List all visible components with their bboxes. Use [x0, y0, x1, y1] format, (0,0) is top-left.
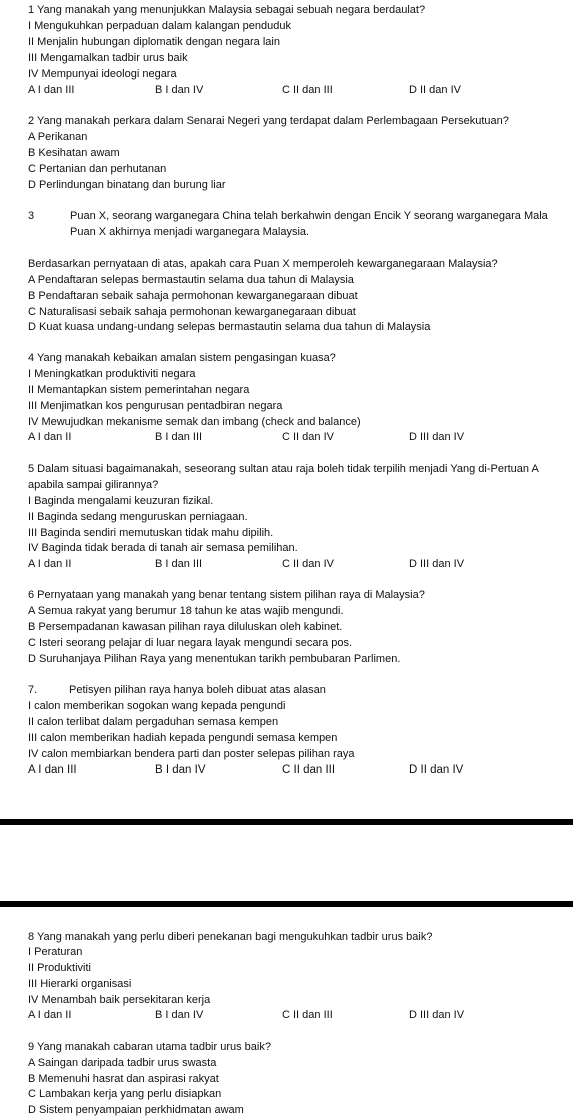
statement-item: II Baginda sedang menguruskan perniagaan.	[28, 511, 248, 523]
option-a[interactable]: A Semua rakyat yang berumur 18 tahun ke atas wajib mengundi.	[28, 605, 344, 617]
statement-item: IV Baginda tidak berada di tanah air semasa pemilihan.	[28, 542, 298, 554]
option-d[interactable]: D Suruhanjaya Pilihan Raya yang menentukan tarikh pembubaran Parlimen.	[28, 653, 401, 665]
question-text: Petisyen pilihan raya hanya boleh dibuat atas alasan	[69, 684, 326, 696]
page-break-rule-top	[0, 819, 573, 825]
question-number: 3	[28, 210, 35, 222]
option-d[interactable]: D II dan IV	[409, 764, 464, 776]
statement-item: IV Mewujudkan mekanisme semak dan imbang (check and balance)	[28, 416, 361, 428]
question-text: 2 Yang manakah perkara dalam Senarai Negeri yang terdapat dalam Perlembagaan Persekutuan?	[28, 115, 509, 127]
option-a[interactable]: A Saingan daripada tadbir urus swasta	[28, 1057, 217, 1069]
answer-options	[28, 765, 573, 776]
option-c[interactable]: C II dan III	[282, 1009, 333, 1021]
statement-item: I Meningkatkan produktiviti negara	[28, 368, 196, 380]
stimulus-text: Puan X, seorang warganegara China telah berkahwin dengan Encik Y seorang warganegara Mala	[70, 210, 548, 222]
option-b[interactable]: B I dan IV	[155, 84, 204, 96]
option-a[interactable]: A Perikanan	[28, 131, 88, 143]
stimulus-text: Puan X akhirnya menjadi warganegara Malaysia.	[70, 226, 310, 238]
option-c[interactable]: C Isteri seorang pelajar di luar negara layak mengundi secara pos.	[28, 637, 353, 649]
option-c[interactable]: C II dan IV	[282, 558, 334, 570]
statement-item: III Hierarki organisasi	[28, 978, 132, 990]
question-text: 8 Yang manakah yang perlu diberi penekanan bagi mengukuhkan tadbir urus baik?	[28, 931, 433, 943]
option-d[interactable]: D III dan IV	[409, 1009, 465, 1021]
option-d[interactable]: D III dan IV	[409, 558, 465, 570]
option-a[interactable]: A Pendaftaran selepas bermastautin selama dua tahun di Malaysia	[28, 274, 354, 286]
option-c[interactable]: C II dan III	[282, 764, 336, 776]
answer-options	[28, 1010, 573, 1021]
question-text: 9 Yang manakah cabaran utama tadbir urus baik?	[28, 1041, 271, 1053]
statement-item: II calon terlibat dalam pergaduhan semasa kempen	[28, 716, 279, 728]
option-c[interactable]: C II dan IV	[282, 431, 334, 443]
option-b[interactable]: B I dan III	[155, 431, 203, 443]
option-b[interactable]: B Persempadanan kawasan pilihan raya diluluskan oleh kabinet.	[28, 621, 343, 633]
option-a[interactable]: A I dan III	[28, 764, 77, 776]
option-c[interactable]: C Lambakan kerja yang perlu disiapkan	[28, 1088, 222, 1100]
question-text: Berdasarkan pernyataan di atas, apakah cara Puan X memperoleh kewarganegaraan Malaysia?	[28, 258, 498, 270]
statement-item: III Menjimatkan kos pengurusan pentadbiran negara	[28, 400, 283, 412]
option-c[interactable]: C Naturalisasi sebaik sahaja permohonan kewarganegaraan dibuat	[28, 306, 356, 318]
statement-item: II Memantapkan sistem pemerintahan negara	[28, 384, 250, 396]
statement-item: II Menjalin hubungan diplomatik dengan negara lain	[28, 36, 280, 48]
statement-item: IV Menambah baik persekitaran kerja	[28, 994, 211, 1006]
statement-item: I Baginda mengalami keuzuran fizikal.	[28, 495, 214, 507]
option-a[interactable]: A I dan III	[28, 84, 75, 96]
option-b[interactable]: B I dan IV	[155, 764, 206, 776]
option-b[interactable]: B Memenuhi hasrat dan aspirasi rakyat	[28, 1073, 219, 1085]
option-d[interactable]: D III dan IV	[409, 431, 465, 443]
question-text: 6 Pernyataan yang manakah yang benar tentang sistem pilihan raya di Malaysia?	[28, 589, 425, 601]
option-c[interactable]: C Pertanian dan perhutanan	[28, 163, 167, 175]
answer-options	[28, 432, 573, 443]
statement-item: III Mengamalkan tadbir urus baik	[28, 52, 188, 64]
statement-item: I Peraturan	[28, 946, 83, 958]
statement-item: IV Mempunyai ideologi negara	[28, 68, 177, 80]
option-a[interactable]: A I dan II	[28, 558, 72, 570]
option-d[interactable]: D Sistem penyampaian perkhidmatan awam	[28, 1104, 244, 1116]
option-d[interactable]: D Perlindungan binatang dan burung liar	[28, 179, 226, 191]
option-a[interactable]: A I dan II	[28, 431, 72, 443]
page-break-rule-bottom	[0, 901, 573, 907]
option-b[interactable]: B Pendaftaran sebaik sahaja permohonan kewarganegaraan dibuat	[28, 290, 358, 302]
statement-item: II Produktiviti	[28, 962, 91, 974]
answer-options	[28, 85, 573, 96]
question-number: 7.	[28, 684, 38, 696]
option-b[interactable]: B I dan III	[155, 558, 203, 570]
question-text: 4 Yang manakah kebaikan amalan sistem pengasingan kuasa?	[28, 352, 336, 364]
stimulus	[28, 211, 573, 222]
statement-item: III Baginda sendiri memutuskan tidak mahu dipilih.	[28, 527, 274, 539]
question-stem	[28, 685, 573, 696]
option-d[interactable]: D II dan IV	[409, 84, 461, 96]
option-c[interactable]: C II dan III	[282, 84, 333, 96]
statement-item: IV calon membiarkan bendera parti dan poster selepas pilihan raya	[28, 748, 355, 760]
option-a[interactable]: A I dan II	[28, 1009, 72, 1021]
option-b[interactable]: B I dan IV	[155, 1009, 204, 1021]
question-text: 1 Yang manakah yang menunjukkan Malaysia sebagai sebuah negara berdaulat?	[28, 4, 426, 16]
question-text: apabila sampai gilirannya?	[28, 479, 159, 491]
statement-item: I Mengukuhkan perpaduan dalam kalangan penduduk	[28, 20, 291, 32]
statement-item: I calon memberikan sogokan wang kepada pengundi	[28, 700, 286, 712]
option-d[interactable]: D Kuat kuasa undang-undang selepas bermastautin selama dua tahun di Malaysia	[28, 321, 431, 333]
question-text: 5 Dalam situasi bagaimanakah, seseorang sultan atau raja boleh tidak terpilih menjadi Yang di-Pertuan A	[28, 463, 539, 475]
answer-options	[28, 559, 573, 570]
statement-item: III calon memberikan hadiah kepada pengundi semasa kempen	[28, 732, 338, 744]
option-b[interactable]: B Kesihatan awam	[28, 147, 120, 159]
